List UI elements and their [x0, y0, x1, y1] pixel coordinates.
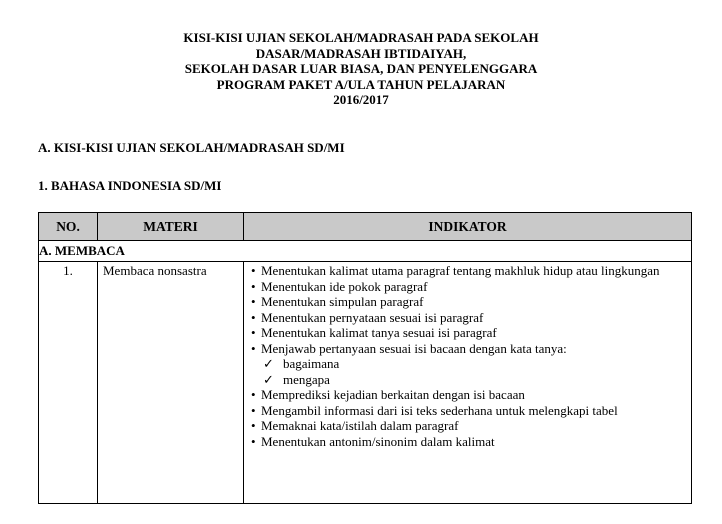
- check-list: [261, 356, 685, 387]
- title-year: 2016/2017: [333, 92, 389, 107]
- list-item: • Menentukan kalimat tanya sesuai isi paragraf: [249, 325, 685, 341]
- check-item-text: bagaimana: [283, 356, 340, 371]
- list-item: • Menentukan antonim/sinonim dalam kalimat: [249, 434, 685, 450]
- checkmark-icon: ✓: [263, 356, 274, 371]
- row-number: 1.: [39, 262, 98, 504]
- section-heading-a: A. KISI-KISI UJIAN SEKOLAH/MADRASAH SD/MI: [38, 140, 345, 155]
- list-item-text: Menjawab pertanyaan sesuai isi bacaan dengan kata tanya:: [261, 340, 567, 356]
- header-indikator: INDIKATOR: [244, 213, 692, 241]
- check-item: [263, 356, 685, 372]
- list-item: • Menentukan kalimat utama paragraf tentang makhluk hidup atau lingkungan: [249, 263, 685, 279]
- list-item: • Memaknai kata/istilah dalam paragraf: [249, 418, 685, 434]
- row-indikator: [244, 262, 692, 504]
- list-item: • Memprediksi kejadian berkaitan dengan isi bacaan: [249, 387, 685, 403]
- list-item: [249, 341, 685, 388]
- kisi-kisi-table: [38, 212, 692, 504]
- list-item: • Menentukan pernyataan sesuai isi paragraf: [249, 310, 685, 326]
- row-materi: Membaca nonsastra: [98, 262, 244, 504]
- group-label: A. MEMBACA: [39, 241, 692, 262]
- list-item: • Mengambil informasi dari isi teks sederhana untuk melengkapi tabel: [249, 403, 685, 419]
- table-row: [39, 262, 692, 504]
- document-title: [0, 30, 722, 108]
- title-line: KISI-KISI UJIAN SEKOLAH/MADRASAH PADA SEKOLAH: [183, 30, 539, 45]
- header-no: NO.: [39, 213, 98, 241]
- checkmark-icon: ✓: [263, 371, 274, 387]
- title-line: DASAR/MADRASAH IBTIDAIYAH,: [255, 45, 467, 61]
- list-item: • Menentukan ide pokok paragraf: [249, 279, 685, 295]
- group-row: [39, 241, 692, 262]
- check-item-text: mengapa: [283, 371, 330, 387]
- subsection-heading-1: 1. BAHASA INDONESIA SD/MI: [38, 178, 222, 193]
- indicator-list: [249, 263, 685, 449]
- list-item: • Menentukan simpulan paragraf: [249, 294, 685, 310]
- title-line: SEKOLAH DASAR LUAR BIASA, DAN PENYELENGGARA: [184, 61, 538, 76]
- table-header-row: [39, 213, 692, 241]
- check-item: [263, 372, 685, 388]
- title-line: PROGRAM PAKET A/ULA TAHUN PELAJARAN: [216, 76, 506, 92]
- header-materi: MATERI: [98, 213, 244, 241]
